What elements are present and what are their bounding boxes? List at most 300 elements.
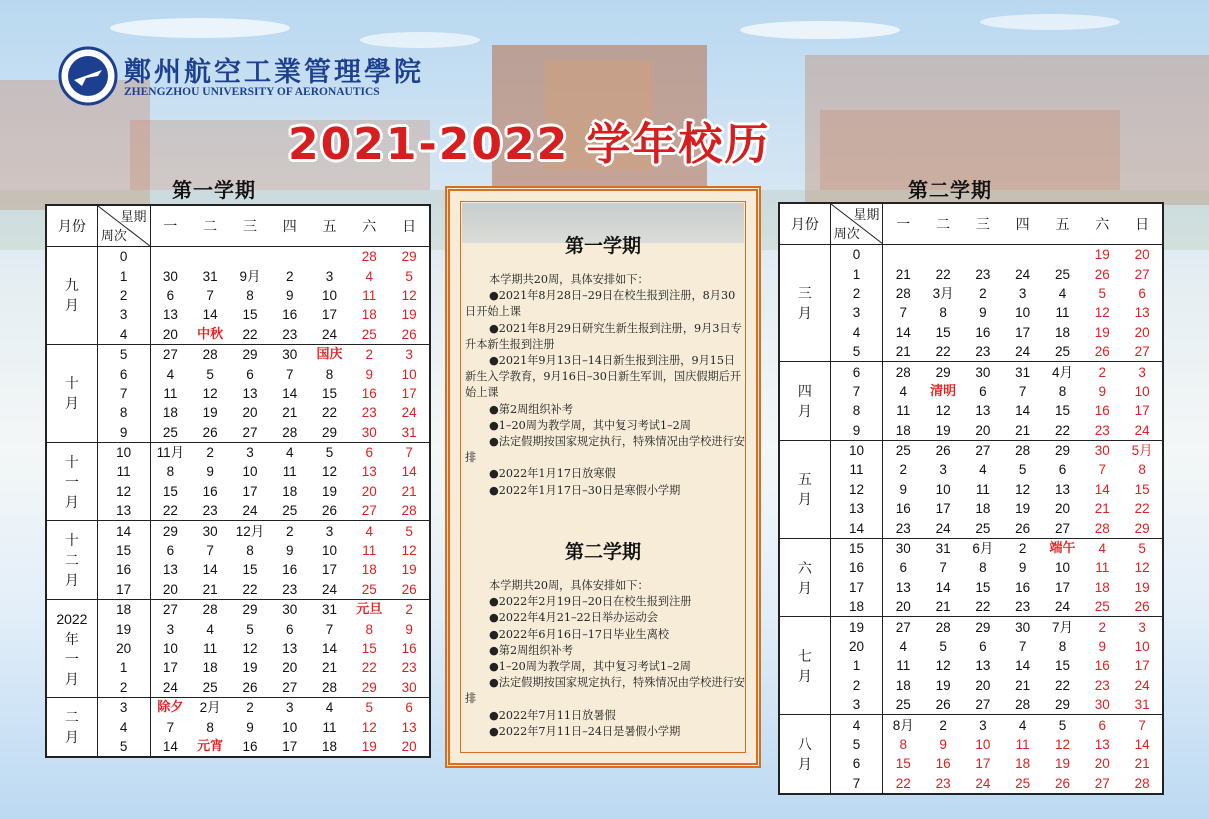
day-cell: 2 bbox=[1082, 617, 1122, 637]
day-cell: 28 bbox=[1003, 440, 1043, 460]
day-cell bbox=[230, 247, 270, 267]
day-cell bbox=[1003, 245, 1043, 265]
week-row bbox=[46, 442, 430, 462]
day-cell: 29 bbox=[1134, 520, 1150, 536]
week-row bbox=[46, 600, 430, 620]
week-number: 11 bbox=[830, 460, 883, 479]
day-cell: 25 bbox=[883, 440, 923, 460]
week-row bbox=[779, 499, 1163, 518]
day-cell: 7 bbox=[325, 621, 334, 637]
day-cell: 5 bbox=[939, 639, 947, 654]
day-cell: 21 bbox=[1015, 677, 1031, 693]
day-cell: 11 bbox=[163, 385, 178, 401]
day-cell: 8 bbox=[1138, 462, 1146, 478]
day-cell: 31 bbox=[202, 268, 218, 284]
day-cell: 23 bbox=[895, 520, 911, 536]
day-cell: 12月 bbox=[230, 521, 270, 541]
week-number: 15 bbox=[97, 541, 150, 560]
day-cell: 22 bbox=[975, 599, 991, 615]
day-cell: 21 bbox=[1134, 756, 1150, 772]
week-number: 7 bbox=[830, 382, 883, 401]
day-cell: 9 bbox=[365, 366, 374, 382]
week-number: 16 bbox=[830, 558, 883, 577]
day-cell: 26 bbox=[935, 697, 951, 713]
day-cell: 14 bbox=[202, 562, 218, 578]
day-cell: 7月 bbox=[1043, 617, 1083, 637]
day-cell: 2月 bbox=[190, 697, 230, 717]
day-cell: 27 bbox=[150, 600, 190, 620]
day-cell: 16 bbox=[1094, 658, 1110, 674]
week-num-label: 周次 bbox=[833, 226, 860, 241]
week-number: 17 bbox=[97, 580, 150, 600]
day-cell: 29 bbox=[1054, 697, 1070, 713]
week-number: 5 bbox=[830, 735, 883, 754]
day-cell: 28 bbox=[349, 247, 389, 267]
day-cell: 14 bbox=[282, 385, 298, 401]
note-paragraph: ●2022年2月19日–20日在校生报到注册 bbox=[489, 595, 692, 609]
week-row bbox=[46, 266, 430, 285]
day-cell: 19 bbox=[1082, 245, 1122, 265]
day-cell bbox=[1043, 245, 1083, 265]
day-cell: 4 bbox=[166, 366, 175, 382]
day-cell: 16 bbox=[242, 738, 258, 754]
day-cell: 20 bbox=[242, 405, 258, 421]
day-cell: 25 bbox=[282, 503, 298, 519]
week-number: 9 bbox=[97, 423, 150, 443]
day-cell: 2 bbox=[270, 521, 310, 541]
week-number: 6 bbox=[830, 362, 883, 382]
week-row bbox=[779, 362, 1163, 382]
weekday-header: 四 bbox=[270, 205, 310, 247]
day-cell: 30 bbox=[190, 521, 230, 541]
day-cell: 9 bbox=[405, 621, 413, 637]
week-row bbox=[46, 639, 430, 658]
month-label: 八 月 bbox=[779, 715, 830, 794]
day-cell: 5 bbox=[1122, 538, 1163, 558]
day-cell: 20 bbox=[401, 738, 417, 754]
day-cell: 2 bbox=[285, 268, 294, 284]
day-cell: 15 bbox=[1054, 658, 1070, 674]
day-cell: 22 bbox=[242, 326, 258, 342]
day-cell: 4 bbox=[206, 621, 214, 637]
day-cell: 17 bbox=[975, 756, 991, 772]
day-cell: 21 bbox=[282, 405, 298, 421]
day-cell: 24 bbox=[401, 405, 417, 421]
day-cell: 2 bbox=[349, 344, 389, 364]
day-cell: 26 bbox=[1054, 775, 1070, 791]
day-cell: 23 bbox=[361, 405, 377, 421]
week-row bbox=[779, 480, 1163, 499]
day-cell: 17 bbox=[401, 385, 417, 401]
day-cell: 14 bbox=[202, 307, 218, 323]
day-cell: 15 bbox=[1134, 481, 1150, 497]
day-cell: 8 bbox=[206, 719, 214, 735]
day-cell: 10 bbox=[322, 287, 338, 303]
day-cell: 16 bbox=[202, 483, 218, 499]
day-cell: 20 bbox=[282, 660, 298, 676]
day-cell: 9 bbox=[899, 481, 908, 497]
day-cell: 18 bbox=[282, 483, 298, 499]
week-row bbox=[46, 737, 430, 757]
day-cell: 8 bbox=[325, 366, 334, 382]
day-cell: 14 bbox=[401, 464, 417, 480]
day-cell: 31 bbox=[1003, 362, 1043, 382]
week-number: 2 bbox=[97, 286, 150, 305]
note-paragraph: ●2021年9月13日–14日新生报到注册，9月15日新生入学教育，9月16日–30日新生军训，国庆假期后开始上课 bbox=[465, 354, 742, 400]
week-row bbox=[779, 754, 1163, 773]
day-cell: 24 bbox=[322, 581, 338, 597]
day-cell: 15 bbox=[361, 641, 377, 656]
day-cell: 16 bbox=[401, 641, 417, 656]
day-cell: 7 bbox=[206, 543, 214, 559]
day-cell: 19 bbox=[935, 677, 951, 693]
day-cell: 18 bbox=[975, 501, 991, 517]
week-row bbox=[46, 286, 430, 305]
day-cell bbox=[883, 245, 923, 265]
day-cell: 25 bbox=[1015, 775, 1031, 791]
note-paragraph: ●1–20周为教学周，其中复习考试1–2周 bbox=[489, 660, 691, 674]
week-number: 13 bbox=[97, 501, 150, 521]
note-paragraph: ●1–20周为教学周，其中复习考试1–2周 bbox=[489, 418, 691, 432]
day-cell: 14 bbox=[1015, 403, 1031, 419]
day-cell: 3 bbox=[325, 268, 334, 284]
day-cell: 12 bbox=[935, 658, 951, 674]
day-cell: 11 bbox=[362, 543, 377, 559]
day-cell: 10 bbox=[1015, 305, 1031, 321]
day-cell: 7 bbox=[166, 719, 175, 735]
day-cell: 19 bbox=[401, 562, 417, 578]
school-name-en: ZHENGZHOU UNIVERSITY OF AERONAUTICS bbox=[124, 86, 380, 98]
day-cell: 19 bbox=[1134, 579, 1150, 595]
day-cell: 7 bbox=[1122, 715, 1163, 735]
day-cell: 21 bbox=[401, 483, 417, 499]
day-cell: 5 bbox=[1043, 715, 1083, 735]
day-cell: 13 bbox=[1134, 305, 1150, 321]
day-cell: 端午 bbox=[1043, 538, 1083, 558]
day-cell: 19 bbox=[935, 422, 951, 438]
day-cell: 22 bbox=[1054, 422, 1070, 438]
day-cell: 12 bbox=[935, 403, 951, 419]
day-cell: 26 bbox=[1094, 344, 1110, 360]
day-cell: 国庆 bbox=[310, 344, 350, 364]
day-cell: 13 bbox=[162, 307, 178, 323]
day-cell: 16 bbox=[1015, 579, 1031, 595]
day-cell: 18 bbox=[895, 422, 911, 438]
day-cell: 中秋 bbox=[197, 326, 224, 342]
day-cell: 17 bbox=[1054, 579, 1070, 595]
day-cell: 6 bbox=[166, 287, 175, 303]
day-cell: 24 bbox=[975, 775, 991, 791]
day-cell: 13 bbox=[401, 719, 417, 735]
semester1-calendar bbox=[45, 204, 431, 758]
day-cell: 24 bbox=[162, 679, 178, 695]
day-cell: 26 bbox=[202, 424, 218, 440]
day-cell: 17 bbox=[1134, 403, 1150, 419]
month-label: 2022 年 一 月 bbox=[46, 600, 97, 698]
day-cell: 19 bbox=[1054, 756, 1070, 772]
week-row bbox=[779, 676, 1163, 695]
day-cell: 28 bbox=[883, 362, 923, 382]
day-cell: 9 bbox=[246, 719, 254, 735]
day-cell: 13 bbox=[1094, 736, 1110, 752]
week-row bbox=[779, 440, 1163, 460]
day-cell: 15 bbox=[162, 483, 178, 499]
week-row bbox=[779, 382, 1163, 401]
week-number: 14 bbox=[97, 521, 150, 541]
week-number: 19 bbox=[97, 619, 150, 638]
day-cell: 25 bbox=[1054, 344, 1070, 360]
week-number: 17 bbox=[830, 578, 883, 597]
day-cell: 6 bbox=[285, 621, 294, 637]
day-cell: 12 bbox=[361, 719, 377, 735]
day-cell: 7 bbox=[1018, 639, 1027, 654]
week-row bbox=[46, 344, 430, 364]
day-cell bbox=[310, 247, 350, 267]
week-number: 2 bbox=[830, 676, 883, 695]
day-cell: 3 bbox=[310, 521, 350, 541]
week-number: 4 bbox=[97, 325, 150, 345]
day-cell: 3 bbox=[1018, 285, 1027, 301]
note-paragraph: ●法定假期按国家规定执行，特殊情况由学校进行安排 bbox=[465, 435, 745, 465]
day-cell: 8 bbox=[899, 736, 908, 752]
day-cell: 14 bbox=[322, 641, 338, 656]
day-cell: 2 bbox=[899, 462, 908, 478]
day-cell: 14 bbox=[895, 324, 911, 340]
day-cell: 30 bbox=[963, 362, 1003, 382]
day-cell: 21 bbox=[1015, 422, 1031, 438]
day-cell: 25 bbox=[895, 697, 911, 713]
day-cell: 30 bbox=[162, 268, 178, 284]
weekday-header: 五 bbox=[1043, 203, 1083, 245]
day-cell: 元宵 bbox=[197, 738, 224, 754]
day-cell: 10 bbox=[401, 366, 417, 382]
week-row bbox=[46, 541, 430, 560]
day-cell: 28 bbox=[401, 503, 417, 519]
notes-s1-text bbox=[465, 272, 745, 499]
day-cell: 29 bbox=[230, 344, 270, 364]
day-cell: 23 bbox=[975, 266, 991, 282]
day-cell: 6 bbox=[246, 366, 254, 382]
week-row bbox=[779, 342, 1163, 362]
day-cell: 6月 bbox=[963, 538, 1003, 558]
day-cell: 13 bbox=[361, 464, 377, 480]
month-label: 五 月 bbox=[779, 440, 830, 538]
week-number: 1 bbox=[830, 656, 883, 675]
week-row bbox=[779, 401, 1163, 420]
day-cell: 24 bbox=[1054, 599, 1070, 615]
day-cell: 18 bbox=[1054, 324, 1070, 340]
week-number: 4 bbox=[830, 715, 883, 735]
day-cell: 30 bbox=[361, 424, 377, 440]
week-number: 0 bbox=[830, 245, 883, 265]
day-cell: 26 bbox=[322, 503, 338, 519]
day-cell: 27 bbox=[1134, 344, 1150, 360]
day-cell: 16 bbox=[1094, 403, 1110, 419]
day-cell bbox=[150, 247, 190, 267]
day-cell: 7 bbox=[1018, 383, 1027, 399]
day-cell: 3 bbox=[270, 697, 310, 717]
weekday-header: 二 bbox=[190, 205, 230, 247]
day-cell: 5 bbox=[310, 442, 350, 462]
day-cell: 5 bbox=[389, 521, 430, 541]
weekday-header: 四 bbox=[1003, 203, 1043, 245]
week-row bbox=[46, 325, 430, 345]
note-paragraph: ●2022年7月11日放暑假 bbox=[489, 708, 616, 722]
weekday-header: 六 bbox=[1082, 203, 1122, 245]
day-cell: 3 bbox=[230, 442, 270, 462]
day-cell bbox=[270, 247, 310, 267]
weekday-header: 六 bbox=[349, 205, 389, 247]
week-number: 5 bbox=[97, 344, 150, 364]
week-row bbox=[779, 735, 1163, 754]
day-cell: 21 bbox=[322, 660, 338, 676]
day-cell: 6 bbox=[979, 639, 987, 654]
week-row bbox=[779, 617, 1163, 637]
semester2-heading: 第二学期 bbox=[908, 178, 992, 202]
week-number: 1 bbox=[830, 264, 883, 283]
day-cell: 18 bbox=[361, 307, 377, 323]
day-cell: 19 bbox=[361, 738, 377, 754]
week-number: 1 bbox=[97, 658, 150, 677]
month-label: 三 月 bbox=[779, 245, 830, 362]
weekday-header: 三 bbox=[963, 203, 1003, 245]
day-cell: 5 bbox=[246, 621, 254, 637]
week-row bbox=[779, 538, 1163, 558]
month-col-header: 月份 bbox=[46, 205, 97, 247]
day-cell: 4 bbox=[310, 697, 350, 717]
day-cell: 22 bbox=[935, 344, 951, 360]
day-cell: 18 bbox=[1094, 579, 1110, 595]
week-number: 12 bbox=[97, 482, 150, 501]
day-cell: 19 bbox=[1015, 501, 1031, 517]
day-cell: 20 bbox=[162, 326, 178, 342]
day-cell: 6 bbox=[1058, 462, 1067, 478]
week-row bbox=[779, 637, 1163, 656]
note-paragraph: ●2022年7月11日–24日是暑假小学期 bbox=[489, 724, 681, 738]
day-cell: 11 bbox=[322, 719, 337, 735]
week-number: 4 bbox=[97, 717, 150, 736]
day-cell: 27 bbox=[1054, 520, 1070, 536]
day-cell: 2 bbox=[923, 715, 963, 735]
day-cell: 3 bbox=[1122, 617, 1163, 637]
day-cell: 3 bbox=[963, 715, 1003, 735]
day-cell: 4 bbox=[365, 268, 374, 284]
weekday-header: 一 bbox=[150, 205, 190, 247]
day-cell: 10 bbox=[242, 464, 258, 480]
day-cell: 20 bbox=[975, 677, 991, 693]
day-cell: 3 bbox=[1122, 362, 1163, 382]
day-cell: 8 bbox=[939, 305, 947, 321]
day-cell: 2 bbox=[1082, 362, 1122, 382]
week-number: 6 bbox=[830, 754, 883, 773]
day-cell: 10 bbox=[282, 719, 298, 735]
day-cell: 16 bbox=[975, 324, 991, 340]
month-label: 十 一 月 bbox=[46, 442, 97, 521]
day-cell: 19 bbox=[1094, 324, 1110, 340]
day-cell: 26 bbox=[401, 326, 417, 342]
week-row bbox=[46, 482, 430, 501]
day-cell: 15 bbox=[242, 307, 258, 323]
day-cell: 11 bbox=[362, 287, 377, 303]
day-cell: 5 bbox=[1018, 462, 1027, 478]
day-cell: 9 bbox=[285, 287, 294, 303]
day-cell: 27 bbox=[361, 503, 377, 519]
day-cell: 11 bbox=[896, 658, 911, 674]
day-cell: 21 bbox=[895, 344, 911, 360]
day-cell: 20 bbox=[361, 483, 377, 499]
day-cell: 2 bbox=[230, 697, 270, 717]
day-cell: 5 bbox=[405, 268, 413, 284]
day-cell: 17 bbox=[242, 483, 258, 499]
day-cell: 30 bbox=[883, 538, 923, 558]
day-cell: 20 bbox=[1122, 245, 1163, 265]
day-cell: 17 bbox=[282, 738, 298, 754]
week-num-label: 周次 bbox=[100, 228, 127, 243]
day-cell: 29 bbox=[1043, 440, 1083, 460]
week-row bbox=[779, 284, 1163, 303]
week-row bbox=[779, 460, 1163, 479]
month-col-header: 月份 bbox=[779, 203, 830, 245]
week-number: 3 bbox=[830, 303, 883, 322]
day-cell: 15 bbox=[975, 579, 991, 595]
day-cell bbox=[963, 245, 1003, 265]
day-cell: 20 bbox=[975, 422, 991, 438]
day-cell: 29 bbox=[389, 247, 430, 267]
day-cell: 12 bbox=[401, 287, 417, 303]
day-cell: 9 bbox=[1098, 639, 1107, 654]
day-cell: 21 bbox=[935, 599, 951, 615]
month-label: 七 月 bbox=[779, 617, 830, 715]
day-cell: 3 bbox=[939, 462, 947, 478]
day-cell: 24 bbox=[1134, 422, 1150, 438]
day-cell: 26 bbox=[923, 440, 963, 460]
day-cell: 13 bbox=[242, 385, 258, 401]
day-cell: 28 bbox=[1134, 775, 1150, 791]
day-cell: 14 bbox=[1094, 481, 1110, 497]
day-cell: 4 bbox=[1058, 285, 1067, 301]
weekday-header: 五 bbox=[310, 205, 350, 247]
note-paragraph: ●2022年1月17日–30日是寒假小学期 bbox=[489, 483, 681, 497]
semester1-heading: 第一学期 bbox=[172, 178, 256, 202]
day-cell: 8 bbox=[365, 621, 374, 637]
day-cell: 27 bbox=[242, 424, 258, 440]
day-cell: 27 bbox=[1094, 775, 1110, 791]
semester2-calendar bbox=[778, 202, 1164, 795]
calendar-title: 2021-2022 学年校历 bbox=[288, 119, 771, 170]
day-cell: 27 bbox=[282, 679, 298, 695]
weekday-header: 一 bbox=[883, 203, 923, 245]
notes-s2-text bbox=[465, 578, 745, 740]
week-number: 13 bbox=[830, 499, 883, 518]
week-number: 1 bbox=[97, 266, 150, 285]
week-number: 3 bbox=[97, 305, 150, 324]
week-row bbox=[46, 658, 430, 677]
day-cell: 18 bbox=[202, 660, 218, 676]
day-cell: 4 bbox=[899, 383, 908, 399]
day-cell: 30 bbox=[1082, 440, 1122, 460]
day-cell: 11 bbox=[203, 641, 218, 656]
week-row bbox=[46, 305, 430, 324]
day-cell: 15 bbox=[895, 756, 911, 772]
day-cell: 12 bbox=[242, 641, 258, 656]
week-number: 8 bbox=[97, 403, 150, 422]
day-cell: 6 bbox=[349, 442, 389, 462]
week-number: 6 bbox=[97, 364, 150, 383]
day-cell: 16 bbox=[895, 501, 911, 517]
day-cell: 28 bbox=[190, 600, 230, 620]
day-cell: 25 bbox=[361, 326, 377, 342]
day-cell: 13 bbox=[895, 579, 911, 595]
